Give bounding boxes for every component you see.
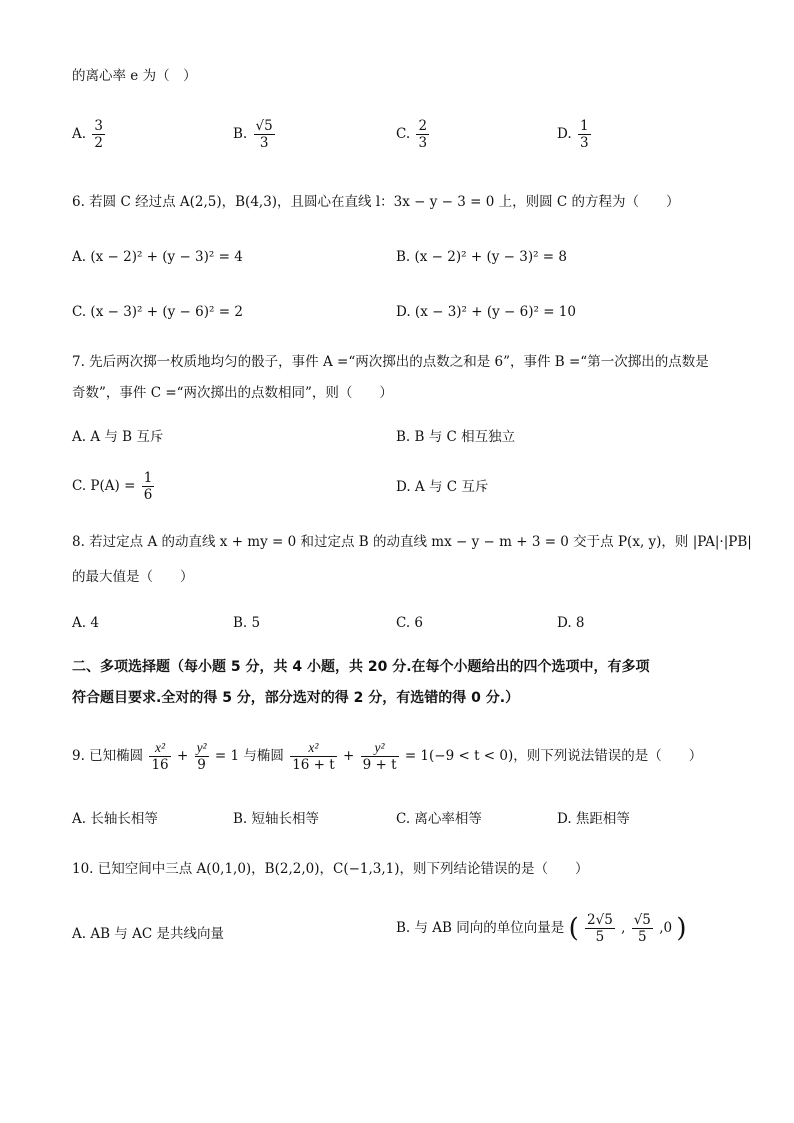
q9-option-c: C. 离心率相等: [396, 811, 482, 827]
q6-option-c: C. (x − 3)² + (y − 6)² = 2: [72, 304, 243, 320]
q8-option-a: A. 4: [72, 615, 99, 631]
q5-stem-tail: 的离心率 e 为（ ）: [72, 68, 197, 84]
q10-stem: 10. 已知空间中三点 A(0,1,0)，B(2,2,0)，C(−1,3,1)，则下列结论错误的是（ ）: [72, 861, 589, 877]
q7-option-d: D. A 与 C 互斥: [396, 479, 489, 495]
q8-option-b: B. 5: [233, 615, 261, 631]
q7-option-c: [72, 470, 156, 503]
fraction: $\frac{√5}{3}$: [255, 118, 273, 151]
fraction: $\frac{\text{x²}}{16 + t}$: [292, 740, 335, 773]
q6-stem: 6. 若圆 C 经过点 A(2,5)，B(4,3)，且圆心在直线 l：3x − y − 3 = 0 上，则圆 C 的方程为（ ）: [72, 194, 680, 210]
option-label: C.: [396, 126, 411, 142]
q7-option-b: B. B 与 C 相互独立: [396, 429, 516, 445]
q8-stem-line1: 8. 若过定点 A 的动直线 x + my = 0 和过定点 B 的动直线 mx − y − m + 3 = 0 交于点 P(x, y)，则 |PA|·|PB|: [72, 534, 752, 550]
q9-option-d: D. 焦距相等: [557, 811, 630, 827]
q8-stem-line2: 的最大值是（ ）: [72, 569, 194, 585]
q5-option-b: [233, 118, 277, 151]
option-label: C. P(A) =: [72, 478, 136, 494]
q5-option-c: [396, 118, 431, 151]
fraction: $\frac{3}{2}$: [94, 118, 103, 151]
left-paren: (: [568, 913, 579, 944]
option-label: D.: [557, 126, 572, 142]
q5-option-d: [557, 118, 593, 151]
option-label: A.: [72, 126, 87, 142]
q6-option-b: B. (x − 2)² + (y − 3)² = 8: [396, 249, 567, 265]
q9-option-a: A. 长轴长相等: [72, 811, 158, 827]
q6-option-a: A. (x − 2)² + (y − 3)² = 4: [72, 249, 243, 265]
fraction: $\frac{1}{3}$: [579, 118, 589, 151]
q9-stem: 9. 已知椭圆 $\frac{\text{x²}}{16}$ + $\frac{\text{y²}}{9}$ = 1 与椭圆 $\frac{\text{x²}}{16 + t}$ + $\frac{\text{y²}}{9 + t}$ = 1(−9 < t < 0)，则下列说法错误的是（ ）: [72, 740, 703, 773]
section-heading-line1: 二、多项选择题（每小题 5 分，共 4 小题，共 20 分.在每个小题给出的四个选项中，有多项: [72, 659, 650, 675]
section-heading-line2: 符合题目要求.全对的得 5 分，部分选对的得 2 分，有选错的得 0 分.）: [72, 690, 520, 706]
fraction: $\frac{\text{y²}}{9 + t}$: [362, 740, 397, 773]
fraction: $\frac{1}{6}$: [143, 470, 153, 503]
fraction: $\frac{√5}{5}$: [633, 912, 651, 945]
q7-option-a: A. A 与 B 互斥: [72, 429, 164, 445]
option-label: B.: [233, 126, 248, 142]
q7-stem-line2: 奇数”，事件 C =“两次掷出的点数相同”，则（ ）: [72, 385, 393, 401]
comma: ,: [621, 920, 626, 936]
fraction: $\frac{\text{x²}}{16}$: [151, 740, 169, 773]
q8-option-d: D. 8: [557, 615, 585, 631]
q7-stem-line1: 7. 先后两次掷一枚质地均匀的骰子，事件 A =“两次掷出的点数之和是 6”，事件 B =“第一次掷出的点数是: [72, 354, 709, 370]
fraction: $\frac{\text{y²}}{9}$: [196, 740, 207, 773]
q10-option-a: A. AB 与 AC 是共线向量: [72, 926, 224, 942]
q5-option-a: [72, 118, 107, 151]
q8-option-c: C. 6: [396, 615, 424, 631]
q10-option-b: B. 与 AB 同向的单位向量是 ( $\frac{2√5}{5}$ , $\frac{√5}{5}$ ,0 ): [396, 912, 687, 945]
fraction: $\frac{2√5}{5}$: [587, 912, 613, 945]
q9-option-b: B. 短轴长相等: [233, 811, 320, 827]
q6-option-d: D. (x − 3)² + (y − 6)² = 10: [396, 304, 576, 320]
right-paren: ): [676, 913, 687, 944]
fraction: $\frac{2}{3}$: [418, 118, 428, 151]
